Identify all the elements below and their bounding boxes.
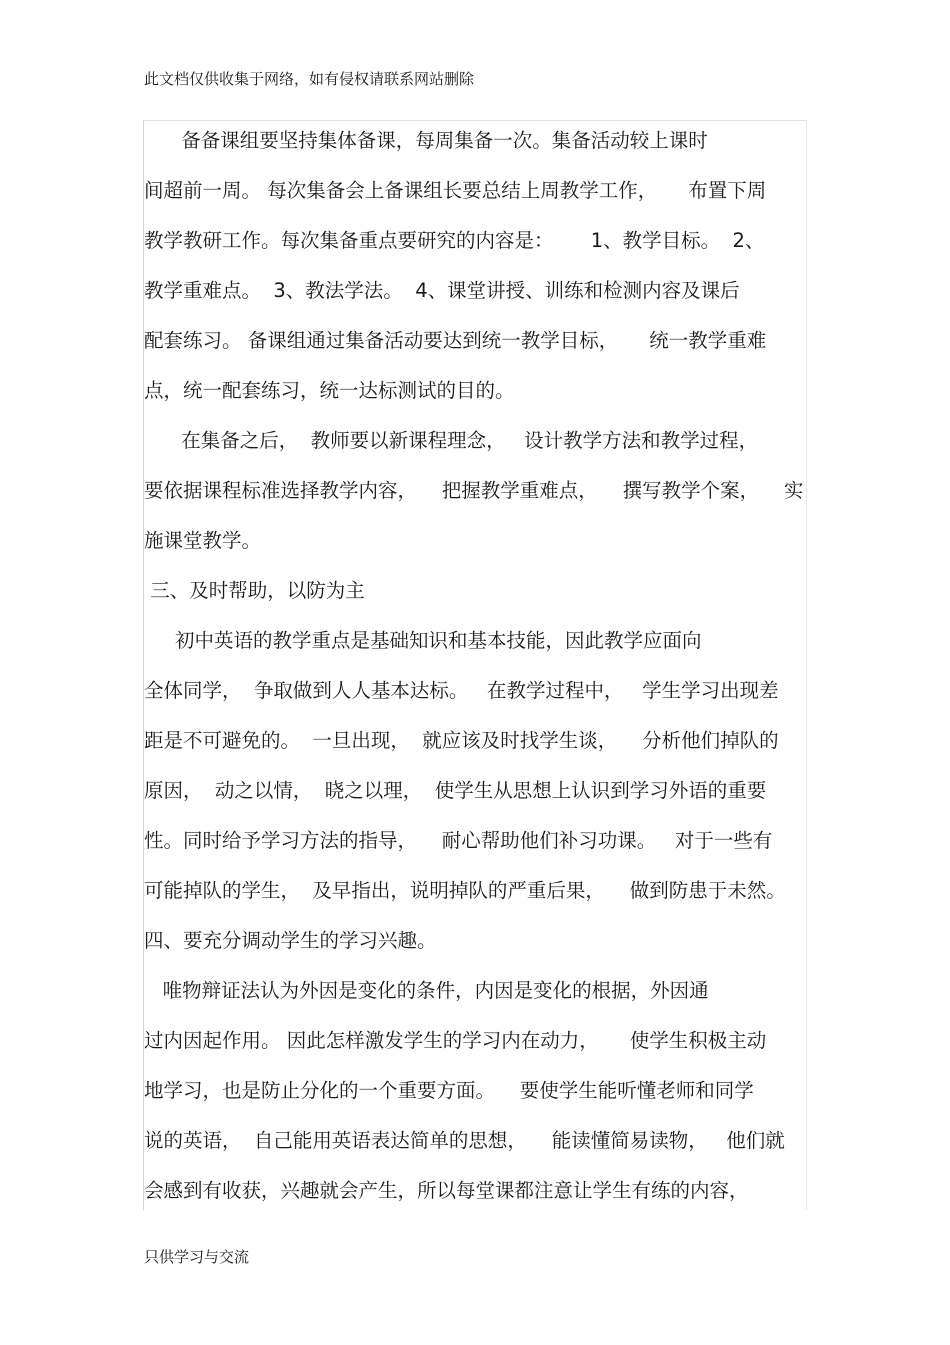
text-line: 距是不可避免的。 一旦出现， 就应该及时找学生谈， 分析他们掉队的 [144,729,779,752]
page-header-notice: 此文档仅供收集于网络，如有侵权请联系网站删除 [144,70,475,88]
content-frame-right-border [806,120,807,1210]
text-line: 间超前一周。 每次集备会上备课组长要总结上周教学工作， 布置下周 [144,179,767,202]
text-line: 过内因起作用。 因此怎样激发学生的学习内在动力， 使学生积极主动 [144,1029,767,1052]
page-footer-note: 只供学习与交流 [144,1248,250,1266]
text-line: 教学教研工作。每次集备重点要研究的内容是： 1、教学目标。 2、 [144,229,765,252]
text-line: 要依据课程标准选择教学内容， 把握教学重难点， 撰写教学个案， 实 [144,479,804,502]
text-line: 初中英语的教学重点是基础知识和基本技能，因此教学应面向 [144,629,702,652]
text-line: 配套练习。 备课组通过集备活动要达到统一教学目标， 统一教学重难 [144,329,767,352]
text-line: 原因， 动之以情， 晓之以理， 使学生从思想上认识到学习外语的重要 [144,779,767,802]
text-line: 可能掉队的学生， 及早指出，说明掉队的严重后果， 做到防患于未然。 [144,879,786,902]
text-line: 教学重难点。 3、教法学法。 4、课堂讲授、训练和检测内容及课后 [144,279,740,302]
text-line: 唯物辩证法认为外因是变化的条件，内因是变化的根据，外因通 [144,979,709,1002]
text-line: 地学习，也是防止分化的一个重要方面。 要使学生能听懂老师和同学 [144,1079,754,1102]
text-line: 说的英语， 自己能用英语表达简单的思想， 能读懂简易读物， 他们就 [144,1129,785,1152]
text-line: 备备课组要坚持集体备课，每周集备一次。集备活动较上课时 [144,129,708,152]
text-line: 会感到有收获，兴趣就会产生，所以每堂课都注意让学生有练的内容， [144,1179,749,1202]
section-heading: 三、及时帮助，以防为主 [144,579,365,602]
text-line: 性。同时给予学习方法的指导， 耐心帮助他们补习功课。 对于一些有 [144,829,773,852]
content-frame-top-border [143,120,807,121]
section-heading: 四、要充分调动学生的学习兴趣。 [144,929,437,952]
text-line: 在集备之后， 教师要以新课程理念， 设计教学方法和教学过程， [144,429,759,452]
text-line: 施课堂教学。 [144,529,262,552]
text-line: 点，统一配套练习，统一达标测试的目的。 [144,379,515,402]
text-line: 全体同学， 争取做到人人基本达标。 在教学过程中， 学生学习出现差 [144,679,779,702]
